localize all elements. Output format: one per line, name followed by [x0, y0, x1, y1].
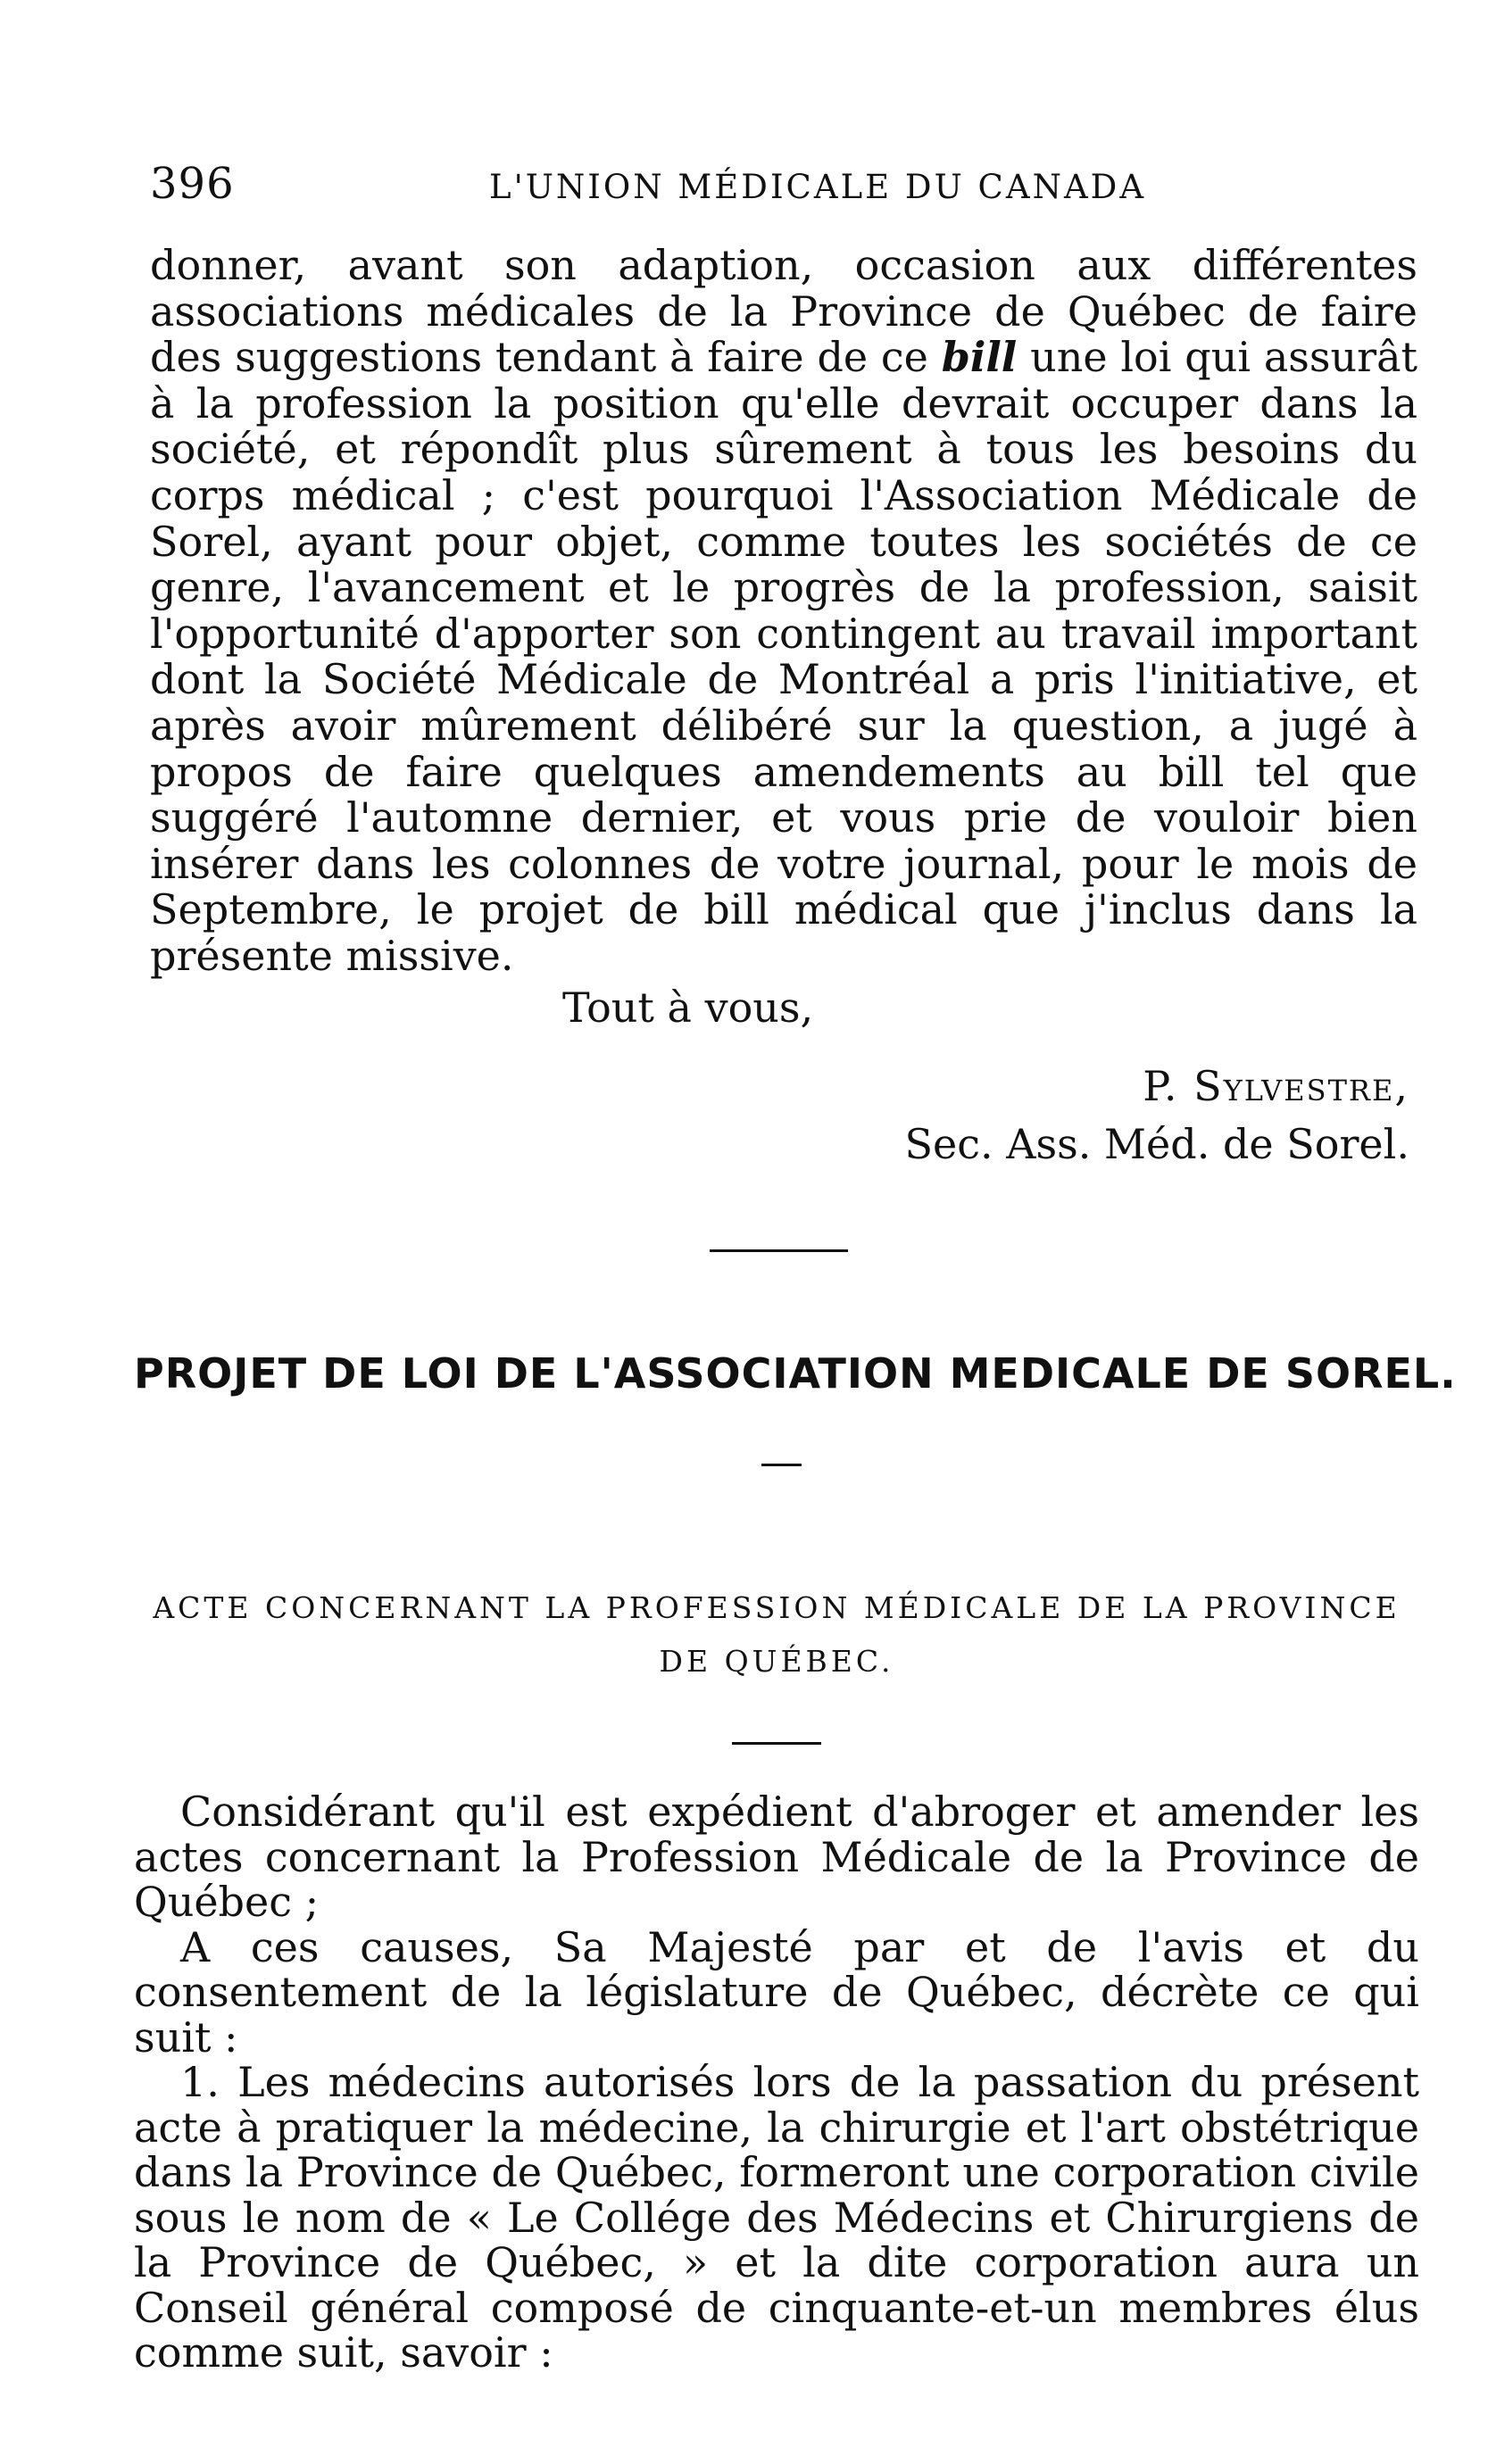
letter-closing: Tout à vous, — [562, 983, 814, 1032]
running-head — [150, 159, 1417, 221]
act-title-line-2: DE QUÉBEC. — [659, 1644, 894, 1679]
act-title — [134, 1581, 1419, 1688]
bill-paragraph: Considérant qu'il est expédient d'abroger et amender les actes concernant la Profession Médicale de la Province de Québec ; — [134, 1788, 1419, 1926]
act-title-line-1: ACTE CONCERNANT LA PROFESSION MÉDICALE DE LA PROVINCE — [153, 1590, 1401, 1625]
page-number: 396 — [150, 159, 235, 209]
bill-heading: PROJET DE LOI DE L'ASSOCIATION MEDICALE DE SOREL. — [134, 1349, 1457, 1398]
letter-text-part-1: donner, avant son adaption, occasion aux différentes associations médicales de la Province de Québec de faire des suggestions tendant à faire de ce — [150, 241, 1417, 382]
letter-body — [150, 243, 1417, 980]
letter-text-part-2: une loi qui assurât à la profession la position qu'elle devrait occuper dans la société, et répondît plus sûrement à tous les besoins du corps médical ; c'est pourquoi l'Association Médicale de Sorel, ayant pour objet, comme toutes les sociétés de ce genre, l'avancement et le progrès de la profession, saisit l'opportunité d'apporter son contingent au travail important dont la Société Médicale de Montréal a pris l'initiative, et après avoir mûrement délibéré sur la question, a jugé à propos de faire quelques amendements au bill tel que suggéré l'automne dernier, et vous prie de vouloir bien insérer dans les colonnes de votre journal, pour le mois de Septembre, le projet de bill médical que j'inclus dans la présente missive. — [150, 333, 1417, 980]
bill-paragraph: A ces causes, Sa Majesté par et de l'avis et du consentement de la législature de Québec, décrète ce qui suit : — [134, 1922, 1419, 2062]
signature-title: Sec. Ass. Méd. de Sorel. — [904, 1120, 1409, 1168]
bill-body — [134, 1789, 1419, 2376]
bill-paragraph: 1. Les médecins autorisés lors de la passation du présent acte à pratiquer la médecine, la chirurgie et l'art obstétrique dans la Province de Québec, formeront une corporation civile sous le nom de « Le Collége des Médecins et Chirurgiens de la Province de Québec, » et la dite corporation aura un Conseil général composé de cinquante-et-un membres élus comme suit, savoir : — [134, 2058, 1419, 2377]
heading-divider — [761, 1464, 802, 1466]
signature-name: P. Sylvestre, — [1143, 1062, 1409, 1110]
act-divider — [732, 1742, 821, 1745]
running-title: L'UNION MÉDICALE DU CANADA — [489, 168, 1147, 206]
italic-bill-word: bill — [941, 333, 1018, 382]
section-divider — [710, 1249, 848, 1252]
